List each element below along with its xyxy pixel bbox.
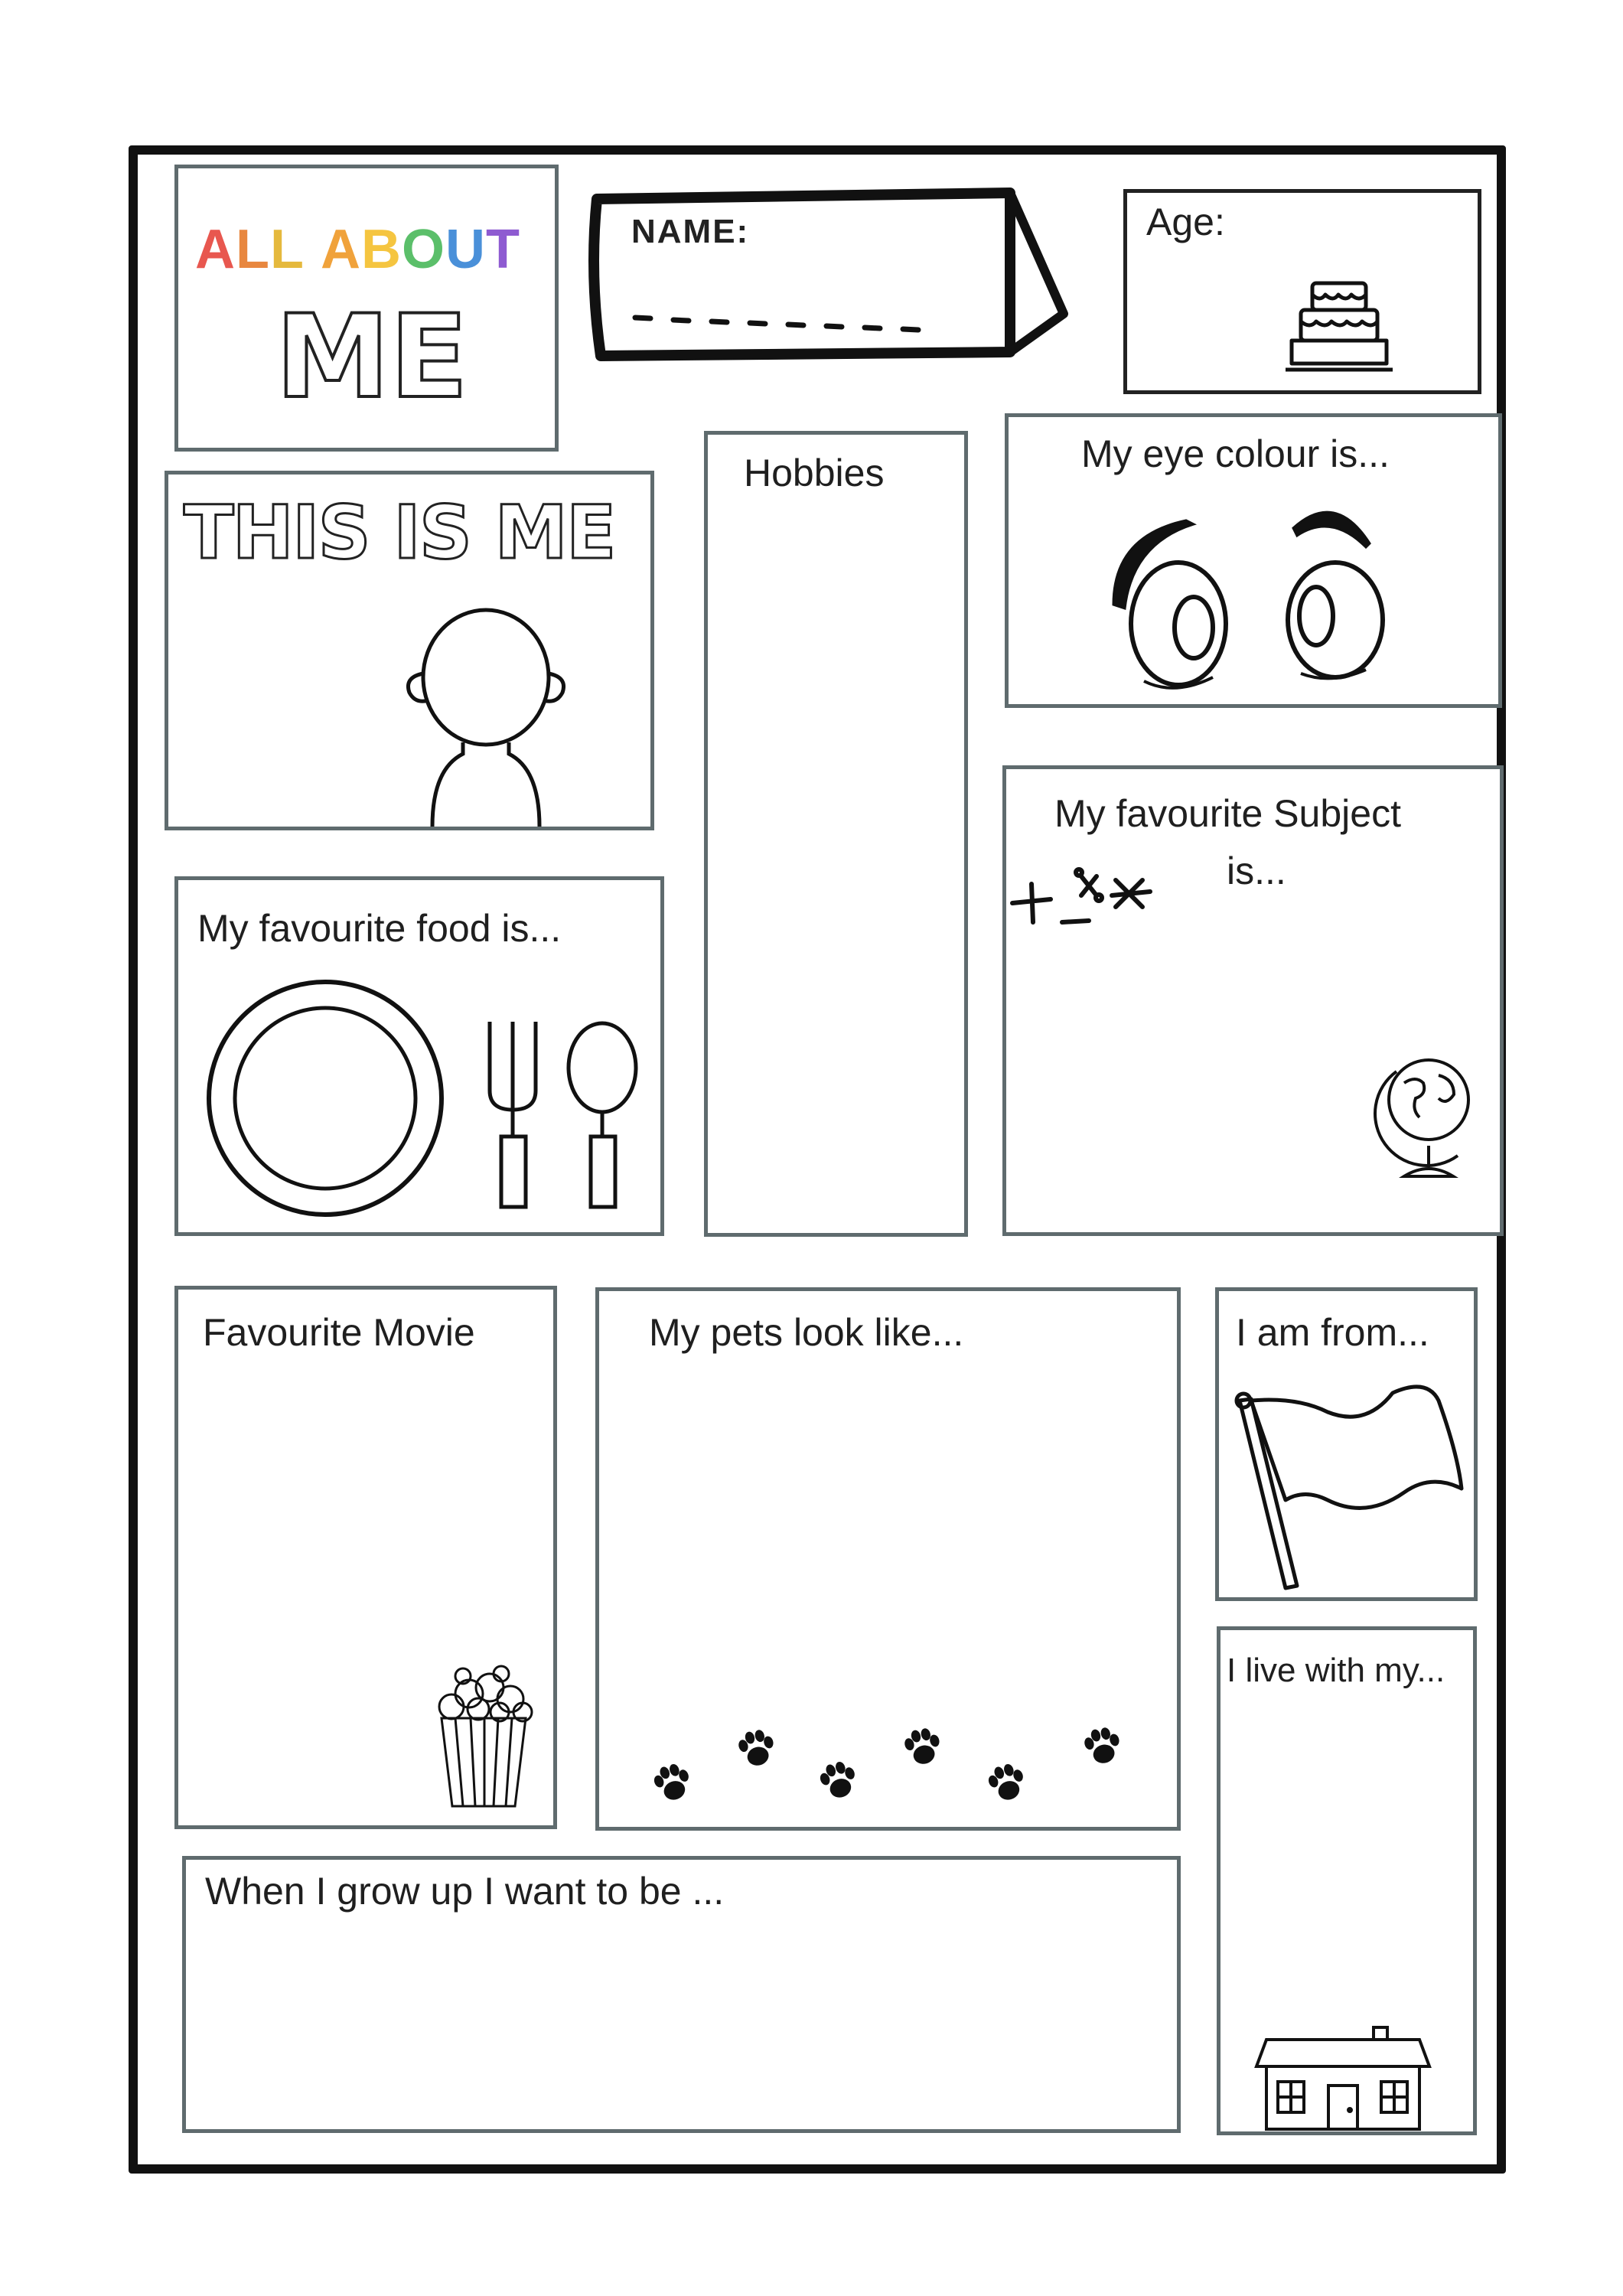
title-letter (305, 218, 321, 281)
paw-print-icon (902, 1725, 944, 1768)
house-icon (1255, 2024, 1431, 2131)
flag-icon (1228, 1370, 1473, 1592)
title-letter: A (195, 219, 236, 280)
subject-label-line2: is... (1227, 850, 1286, 892)
title-letter: O (401, 219, 445, 280)
paw-print-icon (650, 1760, 695, 1805)
cake-icon (1286, 272, 1393, 375)
title-letter: L (269, 219, 305, 280)
title-letter: U (445, 219, 486, 280)
eyes-icon (1098, 497, 1404, 696)
paw-prints-row (647, 1718, 1136, 1810)
name-tag-icon (582, 184, 1071, 367)
movie-label: Favourite Movie (203, 1311, 475, 1354)
hobbies-label: Hobbies (744, 452, 885, 494)
math-symbols-icon (1009, 861, 1162, 934)
food-label: My favourite food is... (197, 907, 562, 950)
title-letter: A (320, 219, 361, 280)
from-label: I am from... (1236, 1311, 1429, 1354)
title-all-about (195, 218, 520, 281)
paw-print-icon (1082, 1724, 1124, 1767)
plate-icon (203, 976, 448, 1221)
title-me: ME (275, 291, 468, 424)
subject-label-line1: My favourite Subject (1054, 792, 1401, 835)
age-label: Age: (1146, 201, 1225, 243)
hobbies-box (704, 431, 968, 1237)
person-icon (398, 612, 574, 827)
spoon-icon (566, 1022, 639, 1209)
popcorn-icon (432, 1665, 536, 1810)
paw-print-icon (816, 1757, 861, 1802)
paw-print-icon (985, 1760, 1029, 1805)
globe-icon (1381, 1052, 1477, 1182)
fork-icon (486, 1022, 539, 1209)
live-with-label: I live with my... (1227, 1652, 1445, 1689)
paw-print-icon (736, 1727, 778, 1769)
this-is-me-heading: THIS IS ME (184, 490, 615, 576)
title-letter: L (236, 219, 270, 280)
title-letter: T (486, 219, 520, 280)
pets-label: My pets look like... (649, 1311, 964, 1354)
grow-up-label: When I grow up I want to be ... (205, 1870, 725, 1913)
eye-colour-label: My eye colour is... (1081, 432, 1390, 475)
name-label: NAME: (631, 213, 750, 250)
title-letter: B (360, 219, 402, 280)
